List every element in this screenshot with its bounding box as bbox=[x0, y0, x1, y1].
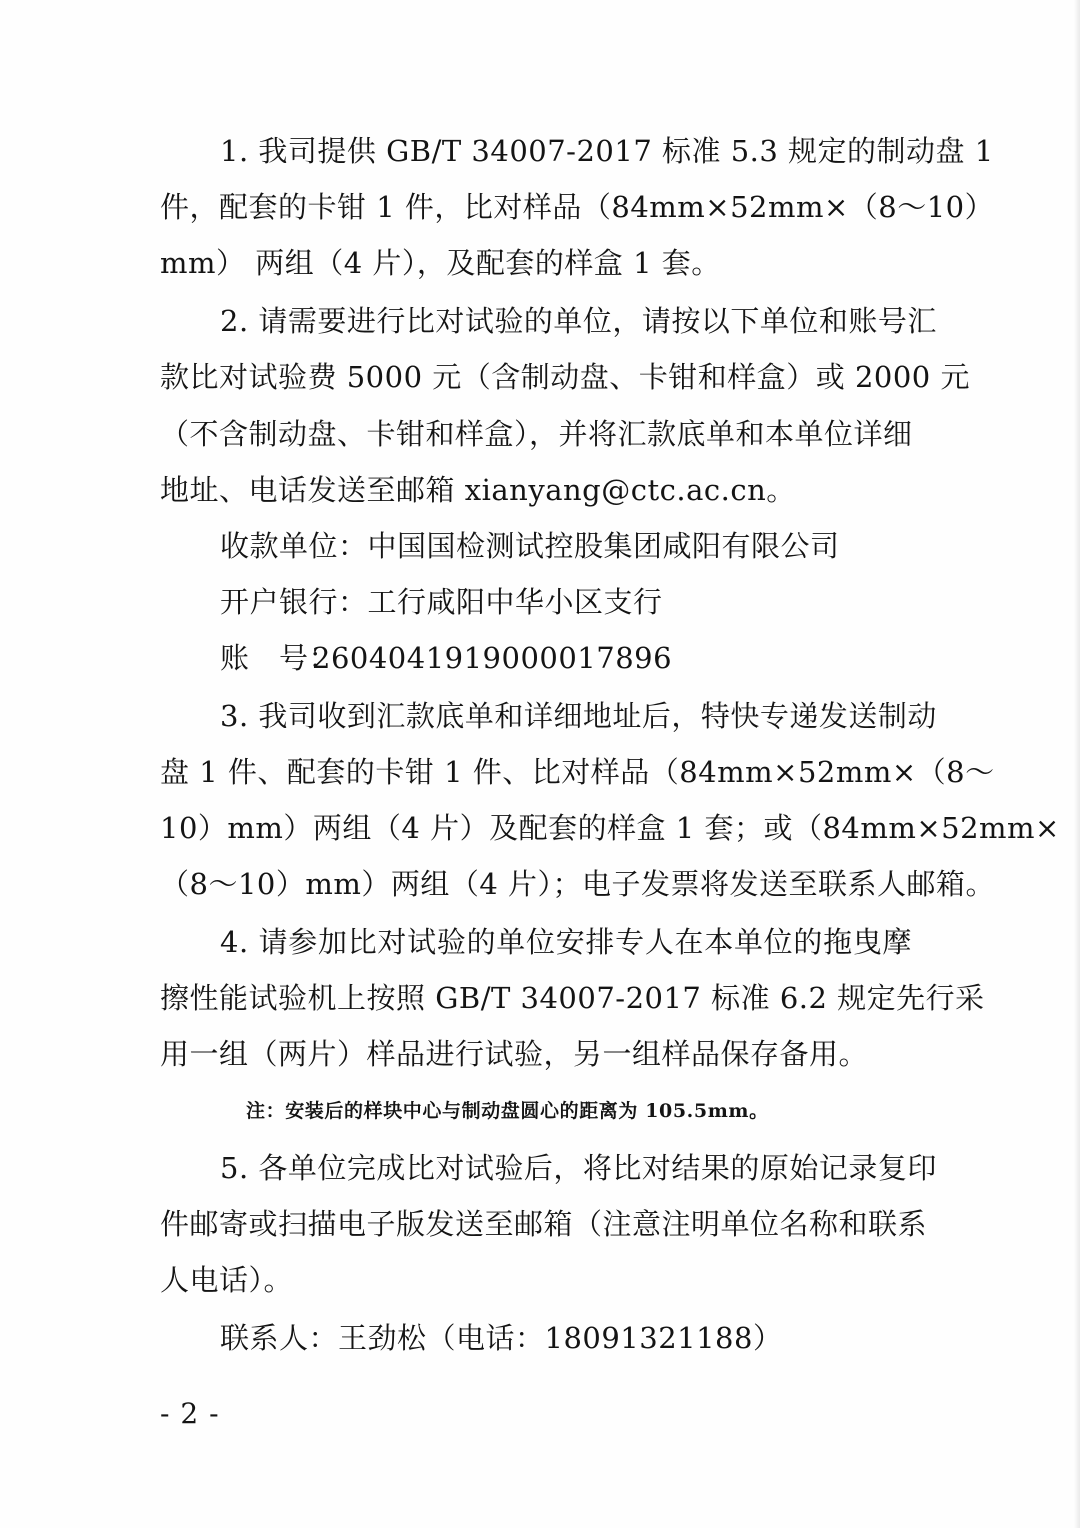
item3-line-3: 10）mm）两组（4 片）及配套的样盒 1 套；或（84mm×52mm× bbox=[160, 811, 1060, 845]
payee-line: 收款单位：中国国检测试控股集团咸阳有限公司 bbox=[220, 529, 840, 563]
item4-line-2: 擦性能试验机上按照 GB/T 34007-2017 标准 6.2 规定先行采 bbox=[160, 981, 985, 1015]
item2-line-3: （不含制动盘、卡钳和样盒），并将汇款底单和本单位详细 bbox=[160, 417, 913, 451]
item4-line-3: 用一组（两片）样品进行试验，另一组样品保存备用。 bbox=[160, 1037, 869, 1071]
item2-line-2: 款比对试验费 5000 元（含制动盘、卡钳和样盒）或 2000 元 bbox=[160, 360, 970, 394]
account-label: 账 号： bbox=[220, 641, 339, 675]
item2-line-1: 2. 请需要进行比对试验的单位，请按以下单位和账号汇 bbox=[220, 304, 937, 338]
account-line bbox=[220, 638, 912, 678]
item1-line-3: mm） 两组（4 片），及配套的样盒 1 套。 bbox=[160, 246, 721, 280]
installation-note: 注：安装后的样块中心与制动盘圆心的距离为 105.5mm。 bbox=[246, 1100, 769, 1122]
contact-line: 联系人：王劲松（电话：18091321188） bbox=[220, 1321, 783, 1355]
item3-line-4: （8～10）mm）两组（4 片）；电子发票将发送至联系人邮箱。 bbox=[160, 867, 996, 901]
page-number: - 2 - bbox=[160, 1397, 220, 1430]
item3-line-1: 3. 我司收到汇款底单和详细地址后，特快专递发送制动 bbox=[220, 699, 937, 733]
item3-line-2: 盘 1 件、配套的卡钳 1 件、比对样品（84mm×52mm×（8～ bbox=[160, 755, 995, 789]
account-number: 2604041919000017896 bbox=[312, 641, 673, 675]
item2-line-4: 地址、电话发送至邮箱 xianyang@ctc.ac.cn。 bbox=[160, 473, 796, 507]
item5-line-1: 5. 各单位完成比对试验后，将比对结果的原始记录复印 bbox=[220, 1151, 937, 1185]
item1-line-2: 件，配套的卡钳 1 件，比对样品（84mm×52mm×（8～10） bbox=[160, 190, 995, 224]
scan-edge-shadow bbox=[1074, 0, 1080, 1528]
bank-line: 开户银行：工行咸阳中华小区支行 bbox=[220, 585, 663, 619]
item4-line-1: 4. 请参加比对试验的单位安排专人在本单位的拖曳摩 bbox=[220, 925, 912, 959]
item5-line-3: 人电话）。 bbox=[160, 1263, 294, 1297]
item5-line-2: 件邮寄或扫描电子版发送至邮箱（注意注明单位名称和联系 bbox=[160, 1207, 928, 1241]
item1-line-1: 1. 我司提供 GB/T 34007-2017 标准 5.3 规定的制动盘 1 bbox=[220, 134, 994, 168]
